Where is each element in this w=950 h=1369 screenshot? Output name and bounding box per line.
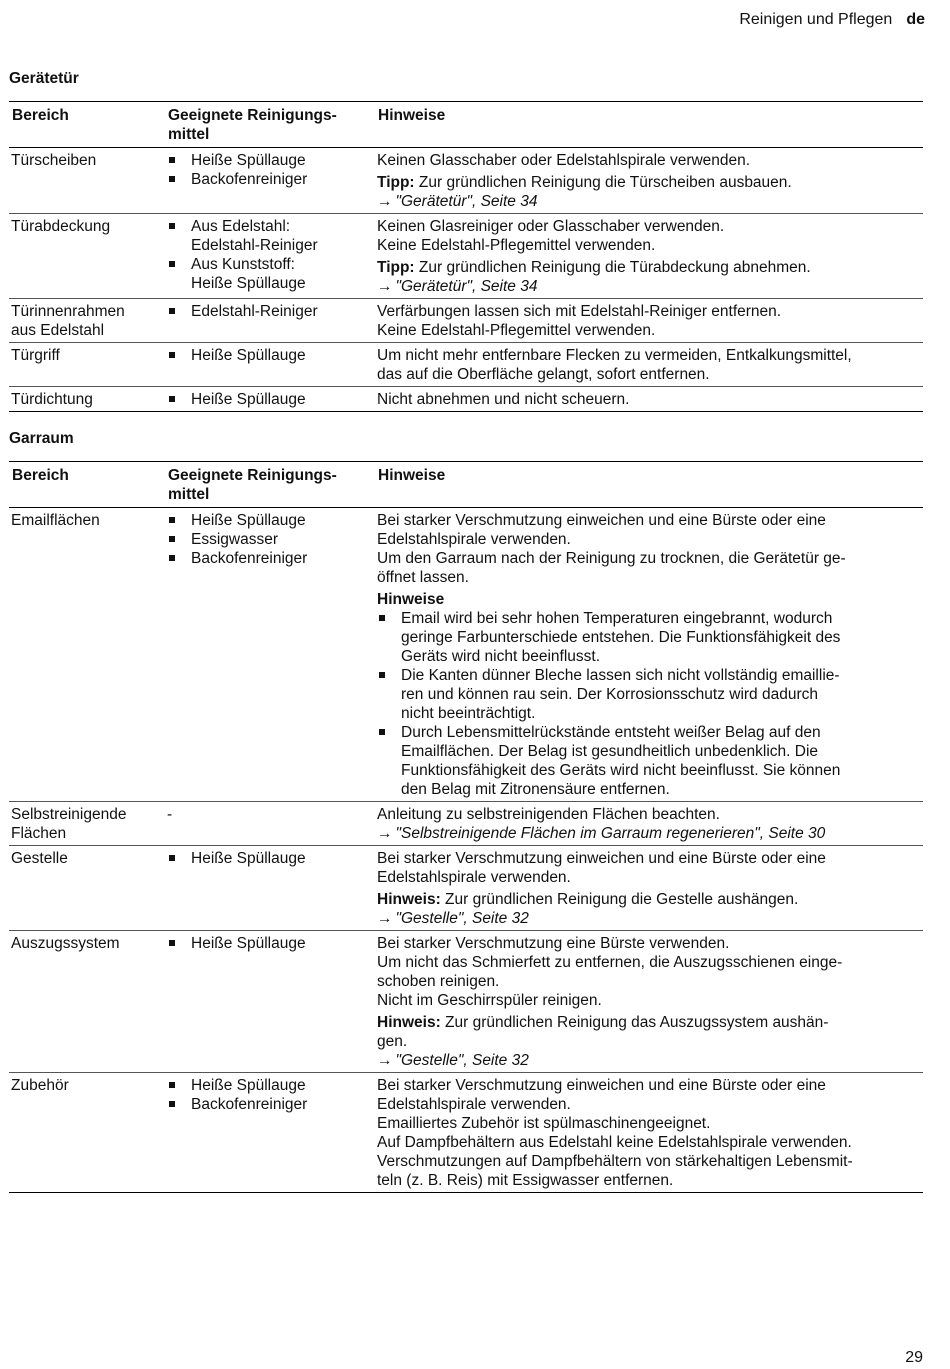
section-title-geraetetuer: Gerätetür xyxy=(9,70,79,87)
page-number: 29 xyxy=(905,1349,923,1366)
notes-cell xyxy=(375,802,923,846)
agent-item: Heiße Spüllauge xyxy=(167,390,371,409)
agents-cell xyxy=(165,1073,375,1193)
note-bullet: Email wird bei sehr hohen Temperaturen eingebrannt, wodurch geringe Farbunterschiede entstehen. Die Funktionsfähigkeit des Geräts wird nicht beeinflusst. xyxy=(377,609,919,666)
area-cell: Emailflächen xyxy=(11,512,100,529)
note-text: Anleitung zu selbstreinigenden Flächen beachten. xyxy=(377,806,720,823)
agent-item: Aus Kunststoff: Heiße Spüllauge xyxy=(167,255,371,293)
area-cell: Türabdeckung xyxy=(11,218,111,235)
agent-item: Essigwasser xyxy=(167,530,371,549)
table-row xyxy=(9,508,923,802)
agent-item: Heiße Spüllauge xyxy=(167,511,371,530)
column-header-agents: Geeignete Reinigungs- mittel xyxy=(168,107,337,143)
tip-text xyxy=(377,173,919,192)
reference-link: "Gestelle", Seite 32 xyxy=(395,910,529,927)
tip-body: Zur gründlichen Reinigung die Türscheiben ausbauen. xyxy=(414,174,792,191)
notes-cell xyxy=(375,343,923,387)
tip-body: Zur gründlichen Reinigung das Auszugssystem aushän- gen. xyxy=(377,1014,829,1050)
note-text: Verschmutzungen auf Dampfbehältern von stärkehaltigen Lebensmit- teln (z. B. Reis) mit Essigwasser entfernen. xyxy=(377,1153,853,1189)
note-text: Bei starker Verschmutzung eine Bürste verwenden. xyxy=(377,935,730,952)
table-row xyxy=(9,1073,923,1193)
agent-item: Heiße Spüllauge xyxy=(167,849,371,868)
cross-reference xyxy=(377,277,919,296)
agent-item: Heiße Spüllauge xyxy=(167,151,371,170)
notes-cell xyxy=(375,931,923,1073)
agents-list xyxy=(167,934,371,953)
note-text: Auf Dampfbehältern aus Edelstahl keine Edelstahlspirale verwenden. xyxy=(377,1134,852,1151)
agents-cell xyxy=(165,931,375,1073)
area-cell: Türscheiben xyxy=(11,152,97,169)
arrow-icon: → xyxy=(377,825,393,842)
notes-bullet-list xyxy=(377,609,919,799)
cross-reference xyxy=(377,1051,919,1070)
note-text: Keine Edelstahl-Pflegemittel verwenden. xyxy=(377,322,656,339)
table-header xyxy=(9,462,923,508)
notes-cell xyxy=(375,846,923,931)
agent-item: Heiße Spüllauge xyxy=(167,934,371,953)
section-title-garraum: Garraum xyxy=(9,430,74,447)
agents-list xyxy=(167,302,371,321)
notes-cell xyxy=(375,299,923,343)
area-cell: Türinnenrahmen aus Edelstahl xyxy=(11,303,125,339)
agent-item: Backofenreiniger xyxy=(167,549,371,568)
reference-link: "Selbstreinigende Flächen im Garraum regenerieren", Seite 30 xyxy=(395,825,826,842)
table-row xyxy=(9,846,923,931)
cross-reference xyxy=(377,824,919,843)
notes-subheading: Hinweise xyxy=(377,591,445,608)
column-header-agents: Geeignete Reinigungs- mittel xyxy=(168,467,337,503)
notes-cell xyxy=(375,148,923,214)
area-cell: Zubehör xyxy=(11,1077,69,1094)
header-section-title: Reinigen und Pflegen xyxy=(739,11,893,28)
note-bullet: Die Kanten dünner Bleche lassen sich nicht vollständig emaillie- ren und können rau sein. Der Korrosionsschutz wird dadurch nicht beeinträchtigt. xyxy=(377,666,919,723)
area-cell: Gestelle xyxy=(11,850,68,867)
note-text: Bei starker Verschmutzung einweichen und eine Bürste oder eine Edelstahlspirale verwenden. xyxy=(377,850,826,886)
table-row xyxy=(9,148,923,214)
arrow-icon: → xyxy=(377,193,393,210)
agents-cell xyxy=(165,214,375,299)
cross-reference xyxy=(377,192,919,211)
area-cell: Auszugssystem xyxy=(11,935,120,952)
arrow-icon: → xyxy=(377,910,393,927)
table-row xyxy=(9,931,923,1073)
agent-item: Heiße Spüllauge xyxy=(167,346,371,365)
agents-list xyxy=(167,151,371,189)
note-bullet: Durch Lebensmittelrückstände entsteht weißer Belag auf den Emailflächen. Der Belag ist gesundheitlich unbedenklich. Die Funktionsfähigkeit des Geräts wird nicht beeinflusst. Sie können den Belag mit Zitronensäure entfernen. xyxy=(377,723,919,799)
reference-link: "Gerätetür", Seite 34 xyxy=(395,278,538,295)
reference-link: "Gerätetür", Seite 34 xyxy=(395,193,538,210)
area-cell: Türdichtung xyxy=(11,391,93,408)
agent-item: Backofenreiniger xyxy=(167,170,371,189)
note-text: Bei starker Verschmutzung einweichen und eine Bürste oder eine Edelstahlspirale verwenden. xyxy=(377,512,826,548)
agent-item: Edelstahl-Reiniger xyxy=(167,302,371,321)
tip-text xyxy=(377,890,919,909)
column-header-area: Bereich xyxy=(12,467,69,484)
agents-list xyxy=(167,217,371,293)
notes-cell xyxy=(375,214,923,299)
reference-link: "Gestelle", Seite 32 xyxy=(395,1052,529,1069)
agents-list xyxy=(167,511,371,568)
tip-body: Zur gründlichen Reinigung die Gestelle aushängen. xyxy=(440,891,799,908)
note-text: Um den Garraum nach der Reinigung zu trocknen, die Gerätetür ge- öffnet lassen. xyxy=(377,550,846,586)
agents-cell xyxy=(165,508,375,802)
header-language: de xyxy=(906,11,925,28)
tip-text xyxy=(377,258,919,277)
cleaning-table-geraetetuer xyxy=(9,101,923,412)
table-row xyxy=(9,214,923,299)
agents-list xyxy=(167,1076,371,1114)
table-header xyxy=(9,102,923,148)
notes-cell xyxy=(375,387,923,412)
notes-cell xyxy=(375,508,923,802)
agent-item: Backofenreiniger xyxy=(167,1095,371,1114)
tip-label: Hinweis: xyxy=(377,891,441,908)
tip-label: Tipp: xyxy=(377,259,415,276)
agents-cell xyxy=(165,148,375,214)
agent-item: Aus Edelstahl: Edelstahl-Reiniger xyxy=(167,217,371,255)
area-cell: Selbstreinigende Flächen xyxy=(11,806,127,842)
note-text: Verfärbungen lassen sich mit Edelstahl-Reiniger entfernen. xyxy=(377,303,782,320)
tip-label: Tipp: xyxy=(377,174,415,191)
column-header-notes: Hinweise xyxy=(378,467,446,484)
note-text: Bei starker Verschmutzung einweichen und eine Bürste oder eine Edelstahlspirale verwenden. xyxy=(377,1077,826,1113)
table-row xyxy=(9,802,923,846)
agents-list xyxy=(167,390,371,409)
notes-cell xyxy=(375,1073,923,1193)
note-text: Um nicht mehr entfernbare Flecken zu vermeiden, Entkalkungsmittel, das auf die Oberfläche gelangt, sofort entfernen. xyxy=(377,347,852,383)
column-header-area: Bereich xyxy=(12,107,69,124)
cross-reference xyxy=(377,909,919,928)
cleaning-table-garraum xyxy=(9,461,923,1193)
table-row xyxy=(9,343,923,387)
note-text: Keinen Glasschaber oder Edelstahlspirale verwenden. xyxy=(377,152,751,169)
arrow-icon: → xyxy=(377,278,393,295)
tip-label: Hinweis: xyxy=(377,1014,441,1031)
note-text: Emailliertes Zubehör ist spülmaschinengeeignet. xyxy=(377,1115,711,1132)
running-header xyxy=(739,10,925,29)
agents-cell xyxy=(165,802,375,846)
agents-cell xyxy=(165,387,375,412)
agent-item: Heiße Spüllauge xyxy=(167,1076,371,1095)
table-row xyxy=(9,387,923,412)
area-cell: Türgriff xyxy=(11,347,60,364)
agents-cell xyxy=(165,343,375,387)
tip-body: Zur gründlichen Reinigung die Türabdeckung abnehmen. xyxy=(414,259,811,276)
arrow-icon: → xyxy=(377,1052,393,1069)
note-text: Keine Edelstahl-Pflegemittel verwenden. xyxy=(377,237,656,254)
agents-none: - xyxy=(167,806,173,823)
agents-list xyxy=(167,849,371,868)
note-text: Keinen Glasreiniger oder Glasschaber verwenden. xyxy=(377,218,725,235)
agents-cell xyxy=(165,299,375,343)
agents-list xyxy=(167,346,371,365)
note-text: Nicht im Geschirrspüler reinigen. xyxy=(377,992,602,1009)
tip-text xyxy=(377,1013,919,1051)
column-header-notes: Hinweise xyxy=(378,107,446,124)
note-text: Um nicht das Schmierfett zu entfernen, die Auszugsschienen einge- schoben reinigen. xyxy=(377,954,843,990)
note-text: Nicht abnehmen und nicht scheuern. xyxy=(377,391,630,408)
agents-cell xyxy=(165,846,375,931)
table-row xyxy=(9,299,923,343)
